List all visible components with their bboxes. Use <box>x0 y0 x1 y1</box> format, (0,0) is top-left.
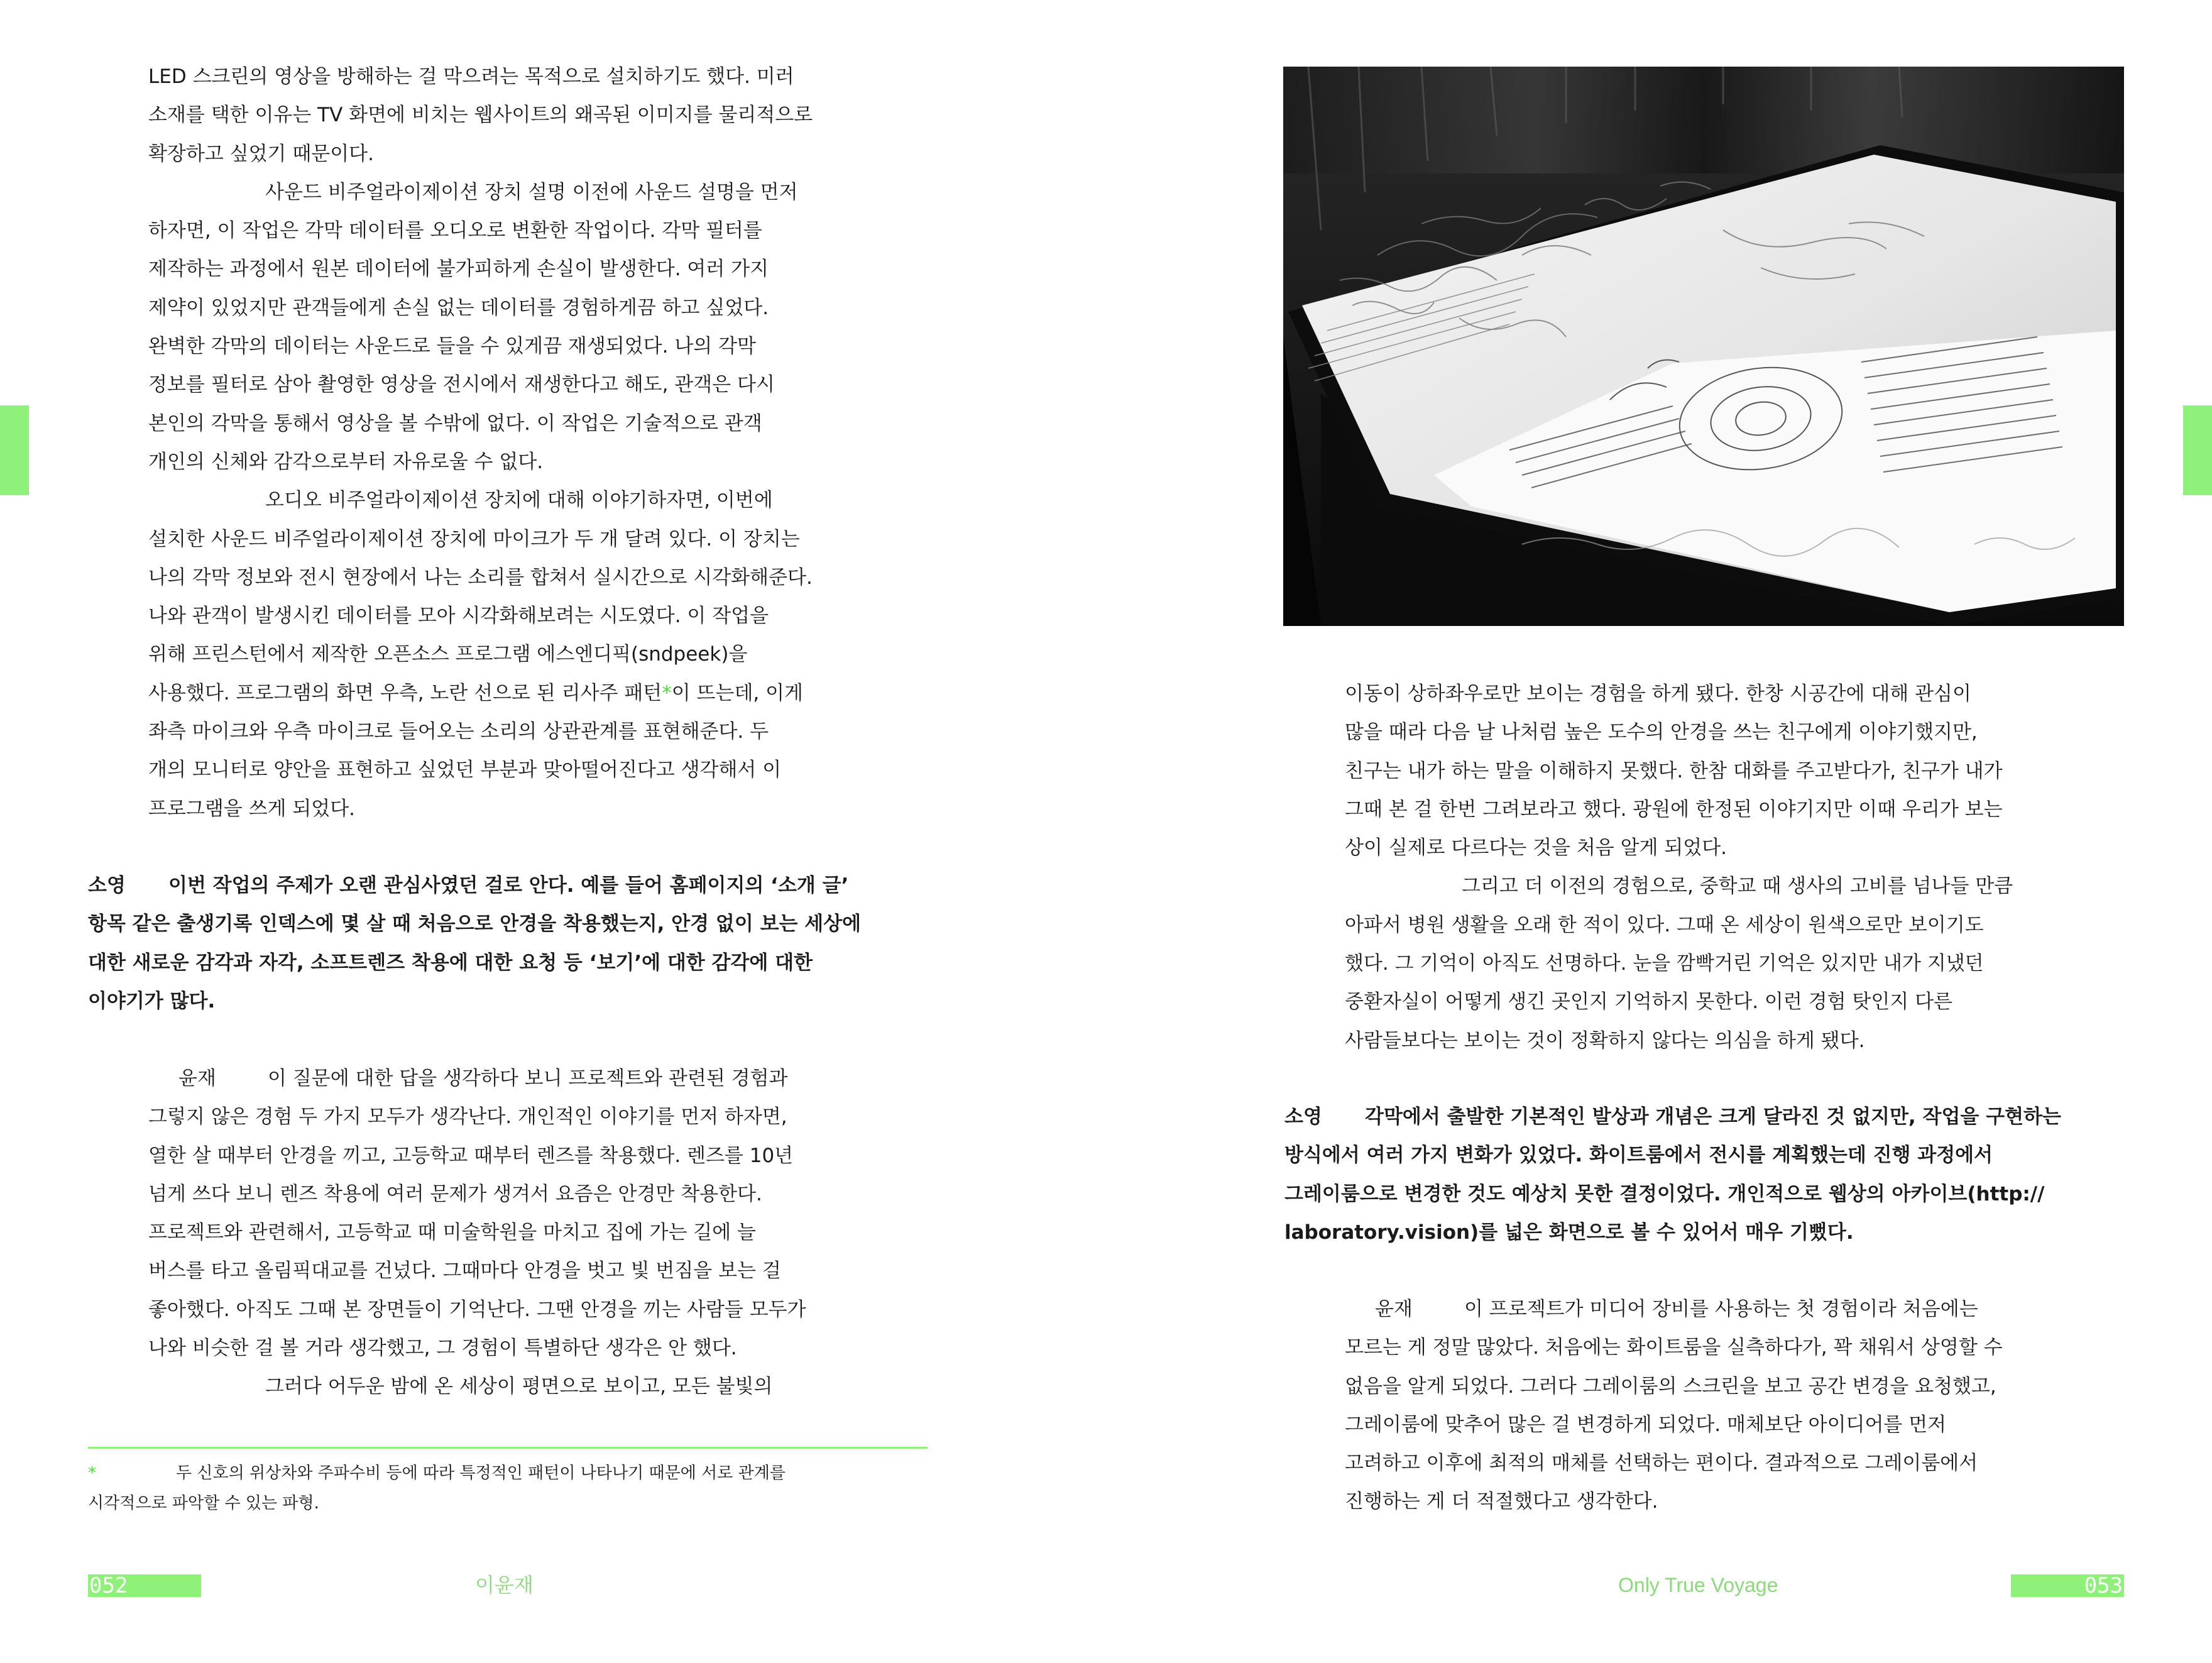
text-line: 방식에서 여러 가지 변화가 있었다. 화이트룸에서 전시를 계획했는데 진행 과정에서 <box>1284 1144 1993 1167</box>
text-line: 개인의 신체와 감각으로부터 자유로울 수 없다. <box>148 450 544 473</box>
text-line: 설치한 사운드 비주얼라이제이션 장치에 마이크가 두 개 달려 있다. 이 장치는 <box>148 527 800 551</box>
right-body-text <box>1345 675 2124 1060</box>
text-line: 버스를 타고 올림픽대교를 건넜다. 그때마다 안경을 벗고 빛 번짐을 보는 걸 <box>148 1260 781 1283</box>
text-run: 이 뜨는데, 이게 <box>671 681 803 705</box>
text-line: 친구는 내가 하는 말을 이해하지 못했다. 한참 대화를 주고받다가, 친구가 내가 <box>1345 759 2003 782</box>
text-line: 정보를 필터로 삼아 촬영한 영상을 전시에서 재생한다고 해도, 관객은 다시 <box>148 373 775 397</box>
footnote <box>88 1458 928 1518</box>
text-line: 진행하는 게 더 적절했다고 생각한다. <box>1345 1490 1658 1513</box>
text-line: 고려하고 이후에 최적의 매체를 선택하는 편이다. 결과적으로 그레이룸에서 <box>1345 1452 1978 1475</box>
text-line: 이동이 상하좌우로만 보이는 경험을 하게 됐다. 한창 시공간에 대해 관심이 <box>1345 683 1971 705</box>
text-run: 각막에서 출발한 기본적인 발상과 개념은 크게 달라진 것 없지만, 작업을 구현하는 <box>1365 1106 2061 1128</box>
text-line: 항목 같은 출생기록 인덱스에 몇 살 때 처음으로 안경을 착용했는지, 안경 없이 보는 세상에 <box>88 913 862 936</box>
running-head: Only True Voyage <box>1618 1574 1778 1596</box>
text-line: 사람들보다는 보이는 것이 정확하지 않다는 의심을 하게 됐다. <box>1345 1029 1865 1052</box>
text-line: 프로젝트와 관련해서, 고등학교 때 미술학원을 마치고 집에 가는 길에 늘 <box>148 1221 756 1244</box>
text-line: 중환자실이 어떻게 생긴 곳인지 기억하지 못한다. 이런 경험 탓인지 다른 <box>1345 991 1952 1014</box>
text-line: 오디오 비주얼라이제이션 장치에 대해 이야기하자면, 이번에 <box>265 489 773 512</box>
text-run: 이 질문에 대한 답을 생각하다 보니 프로젝트와 관련된 경험과 <box>268 1067 788 1090</box>
text-line: 그레이룸에 맞추어 많은 걸 변경하게 되었다. 매체보단 아이디어를 먼저 <box>1345 1413 1947 1436</box>
text-line <box>1345 1290 2124 1329</box>
text-line: 열한 살 때부터 안경을 끼고, 고등학교 때부터 렌즈를 착용했다. 렌즈를 10년 <box>148 1144 794 1167</box>
text-line <box>148 1060 928 1098</box>
running-head: 이윤재 <box>475 1573 534 1597</box>
text-line: 그레이룸으로 변경한 것도 예상치 못한 결정이었다. 개인적으로 웹상의 아카이브(http:// <box>1284 1182 2045 1205</box>
text-line: 그리고 더 이전의 경험으로, 중학교 때 생사의 고비를 넘나들 만큼 <box>1462 875 2013 898</box>
footnote-marker: * <box>662 681 672 705</box>
speaker-label: 윤재 <box>1375 1298 1413 1320</box>
text-line: 본인의 각막을 통해서 영상을 볼 수밖에 없다. 이 작업은 기술적으로 관객 <box>148 412 762 435</box>
text-line <box>88 867 933 905</box>
left-edge-tab <box>0 405 29 495</box>
text-line: 좋아했다. 아직도 그때 본 장면들이 기억난다. 그땐 안경을 끼는 사람들 모두가 <box>148 1298 806 1321</box>
text-line: 그렇지 않은 경험 두 가지 모두가 생각난다. 개인적인 이야기를 먼저 하자면, <box>148 1106 787 1129</box>
text-line: 나와 관객이 발생시킨 데이터를 모아 시각화해보려는 시도였다. 이 작업을 <box>148 605 769 628</box>
text-line <box>148 674 928 713</box>
text-line: 개의 모니터로 양안을 표현하고 싶었던 부분과 맞아떨어진다고 생각해서 이 <box>148 759 782 782</box>
text-line: 프로그램을 쓰게 되었다. <box>148 797 356 820</box>
page-number: 053 <box>2011 1574 2124 1597</box>
text-line: 상이 실제로 다르다는 것을 처음 알게 되었다. <box>1345 837 1727 860</box>
text-run: 사용했다. 프로그램의 화면 우측, 노란 선으로 된 리사주 패턴 <box>148 681 662 705</box>
speaker-label: 소영 <box>1284 1106 1322 1128</box>
text-line: LED 스크린의 영상을 방해하는 걸 막으려는 목적으로 설치하기도 했다. 미러 <box>148 65 794 88</box>
left-body-text <box>148 58 928 828</box>
speaker-label: 소영 <box>88 874 126 897</box>
text-line: 했다. 그 기억이 아직도 선명하다. 눈을 깜빡거린 기억은 있지만 내가 지냈던 <box>1345 952 1984 975</box>
right-question <box>1284 1098 2130 1252</box>
exhibition-photo-svg <box>1283 67 2124 626</box>
text-line: 시각적으로 파악할 수 있는 파형. <box>88 1494 319 1513</box>
text-line: 확장하고 싶었기 때문이다. <box>148 142 374 165</box>
speaker-label: 윤재 <box>178 1067 216 1090</box>
text-line: 이야기가 많다. <box>88 989 216 1013</box>
text-line: 없음을 알게 되었다. 그러다 그레이룸의 스크린을 보고 공간 변경을 요청했고, <box>1345 1375 1996 1398</box>
right-edge-tab <box>2183 405 2212 495</box>
text-line: 많을 때라 다음 날 나처럼 높은 도수의 안경을 쓰는 친구에게 이야기했지만, <box>1345 721 1978 744</box>
text-line: 소재를 택한 이유는 TV 화면에 비치는 웹사이트의 왜곡된 이미지를 물리적으로 <box>148 104 813 127</box>
text-line: 넘게 쓰다 보니 렌즈 착용에 여러 문제가 생겨서 요즘은 안경만 착용한다. <box>148 1182 762 1205</box>
text-run: 이번 작업의 주제가 오랜 관심사였던 걸로 안다. 예를 들어 홈페이지의 ‘소개 글’ <box>168 874 849 897</box>
text-run: 이 프로젝트가 미디어 장비를 사용하는 첫 경험이라 처음에는 <box>1464 1298 1978 1320</box>
text-line: laboratory.vision)를 넓은 화면으로 볼 수 있어서 매우 기뻤다. <box>1284 1221 1854 1244</box>
right-page <box>1106 0 2212 1663</box>
text-line: 제약이 있었지만 관객들에게 손실 없는 데이터를 경험하게끔 하고 싶었다. <box>148 296 769 319</box>
left-question <box>88 867 933 1021</box>
text-line: 좌측 마이크와 우측 마이크로 들어오는 소리의 상관관계를 표현해준다. 두 <box>148 720 769 744</box>
left-answer <box>148 1060 928 1407</box>
text-line: 그때 본 걸 한번 그려보라고 했다. 광원에 한정된 이야기지만 이때 우리가 보는 <box>1345 798 2003 821</box>
text-line: 제작하는 과정에서 원본 데이터에 불가피하게 손실이 발생한다. 여러 가지 <box>148 258 769 281</box>
text-line: 대한 새로운 감각과 자각, 소프트렌즈 착용에 대한 요청 등 ‘보기’에 대한 감각에 대한 <box>88 951 813 974</box>
exhibition-photo <box>1283 67 2124 626</box>
text-line: 사운드 비주얼라이제이션 장치 설명 이전에 사운드 설명을 먼저 <box>265 180 798 204</box>
text-line: 아파서 병원 생활을 오래 한 적이 있다. 그때 온 세상이 원색으로만 보이기도 <box>1345 913 1984 936</box>
footnote-rule <box>88 1447 928 1449</box>
text-line: 하자면, 이 작업은 각막 데이터를 오디오로 변환한 작업이다. 각막 필터를 <box>148 219 762 243</box>
text-line: 완벽한 각막의 데이터는 사운드로 들을 수 있게끔 재생되었다. 나의 각막 <box>148 335 756 358</box>
text-line: 모르는 게 정말 많았다. 처음에는 화이트룸을 실측하다가, 꽉 채워서 상영할 수 <box>1345 1336 2003 1359</box>
text-line <box>1284 1098 2130 1136</box>
page-number: 052 <box>88 1574 201 1597</box>
text-line: 나의 각막 정보와 전시 현장에서 나는 소리를 합쳐서 실시간으로 시각화해준다. <box>148 566 813 589</box>
text-line: 그러다 어두운 밤에 온 세상이 평면으로 보이고, 모든 불빛의 <box>265 1375 773 1398</box>
text-line: 나와 비슷한 걸 볼 거라 생각했고, 그 경험이 특별하단 생각은 안 했다. <box>148 1337 737 1360</box>
text-line: 위해 프린스턴에서 제작한 오픈소스 프로그램 에스엔디픽(sndpeek)을 <box>148 643 748 666</box>
footnote-marker: * <box>88 1464 96 1483</box>
text-line <box>88 1458 928 1488</box>
right-answer <box>1345 1290 2124 1522</box>
text-run: 두 신호의 위상차와 주파수비 등에 따라 특정적인 패턴이 나타나기 때문에 서로 관계를 <box>176 1464 786 1483</box>
